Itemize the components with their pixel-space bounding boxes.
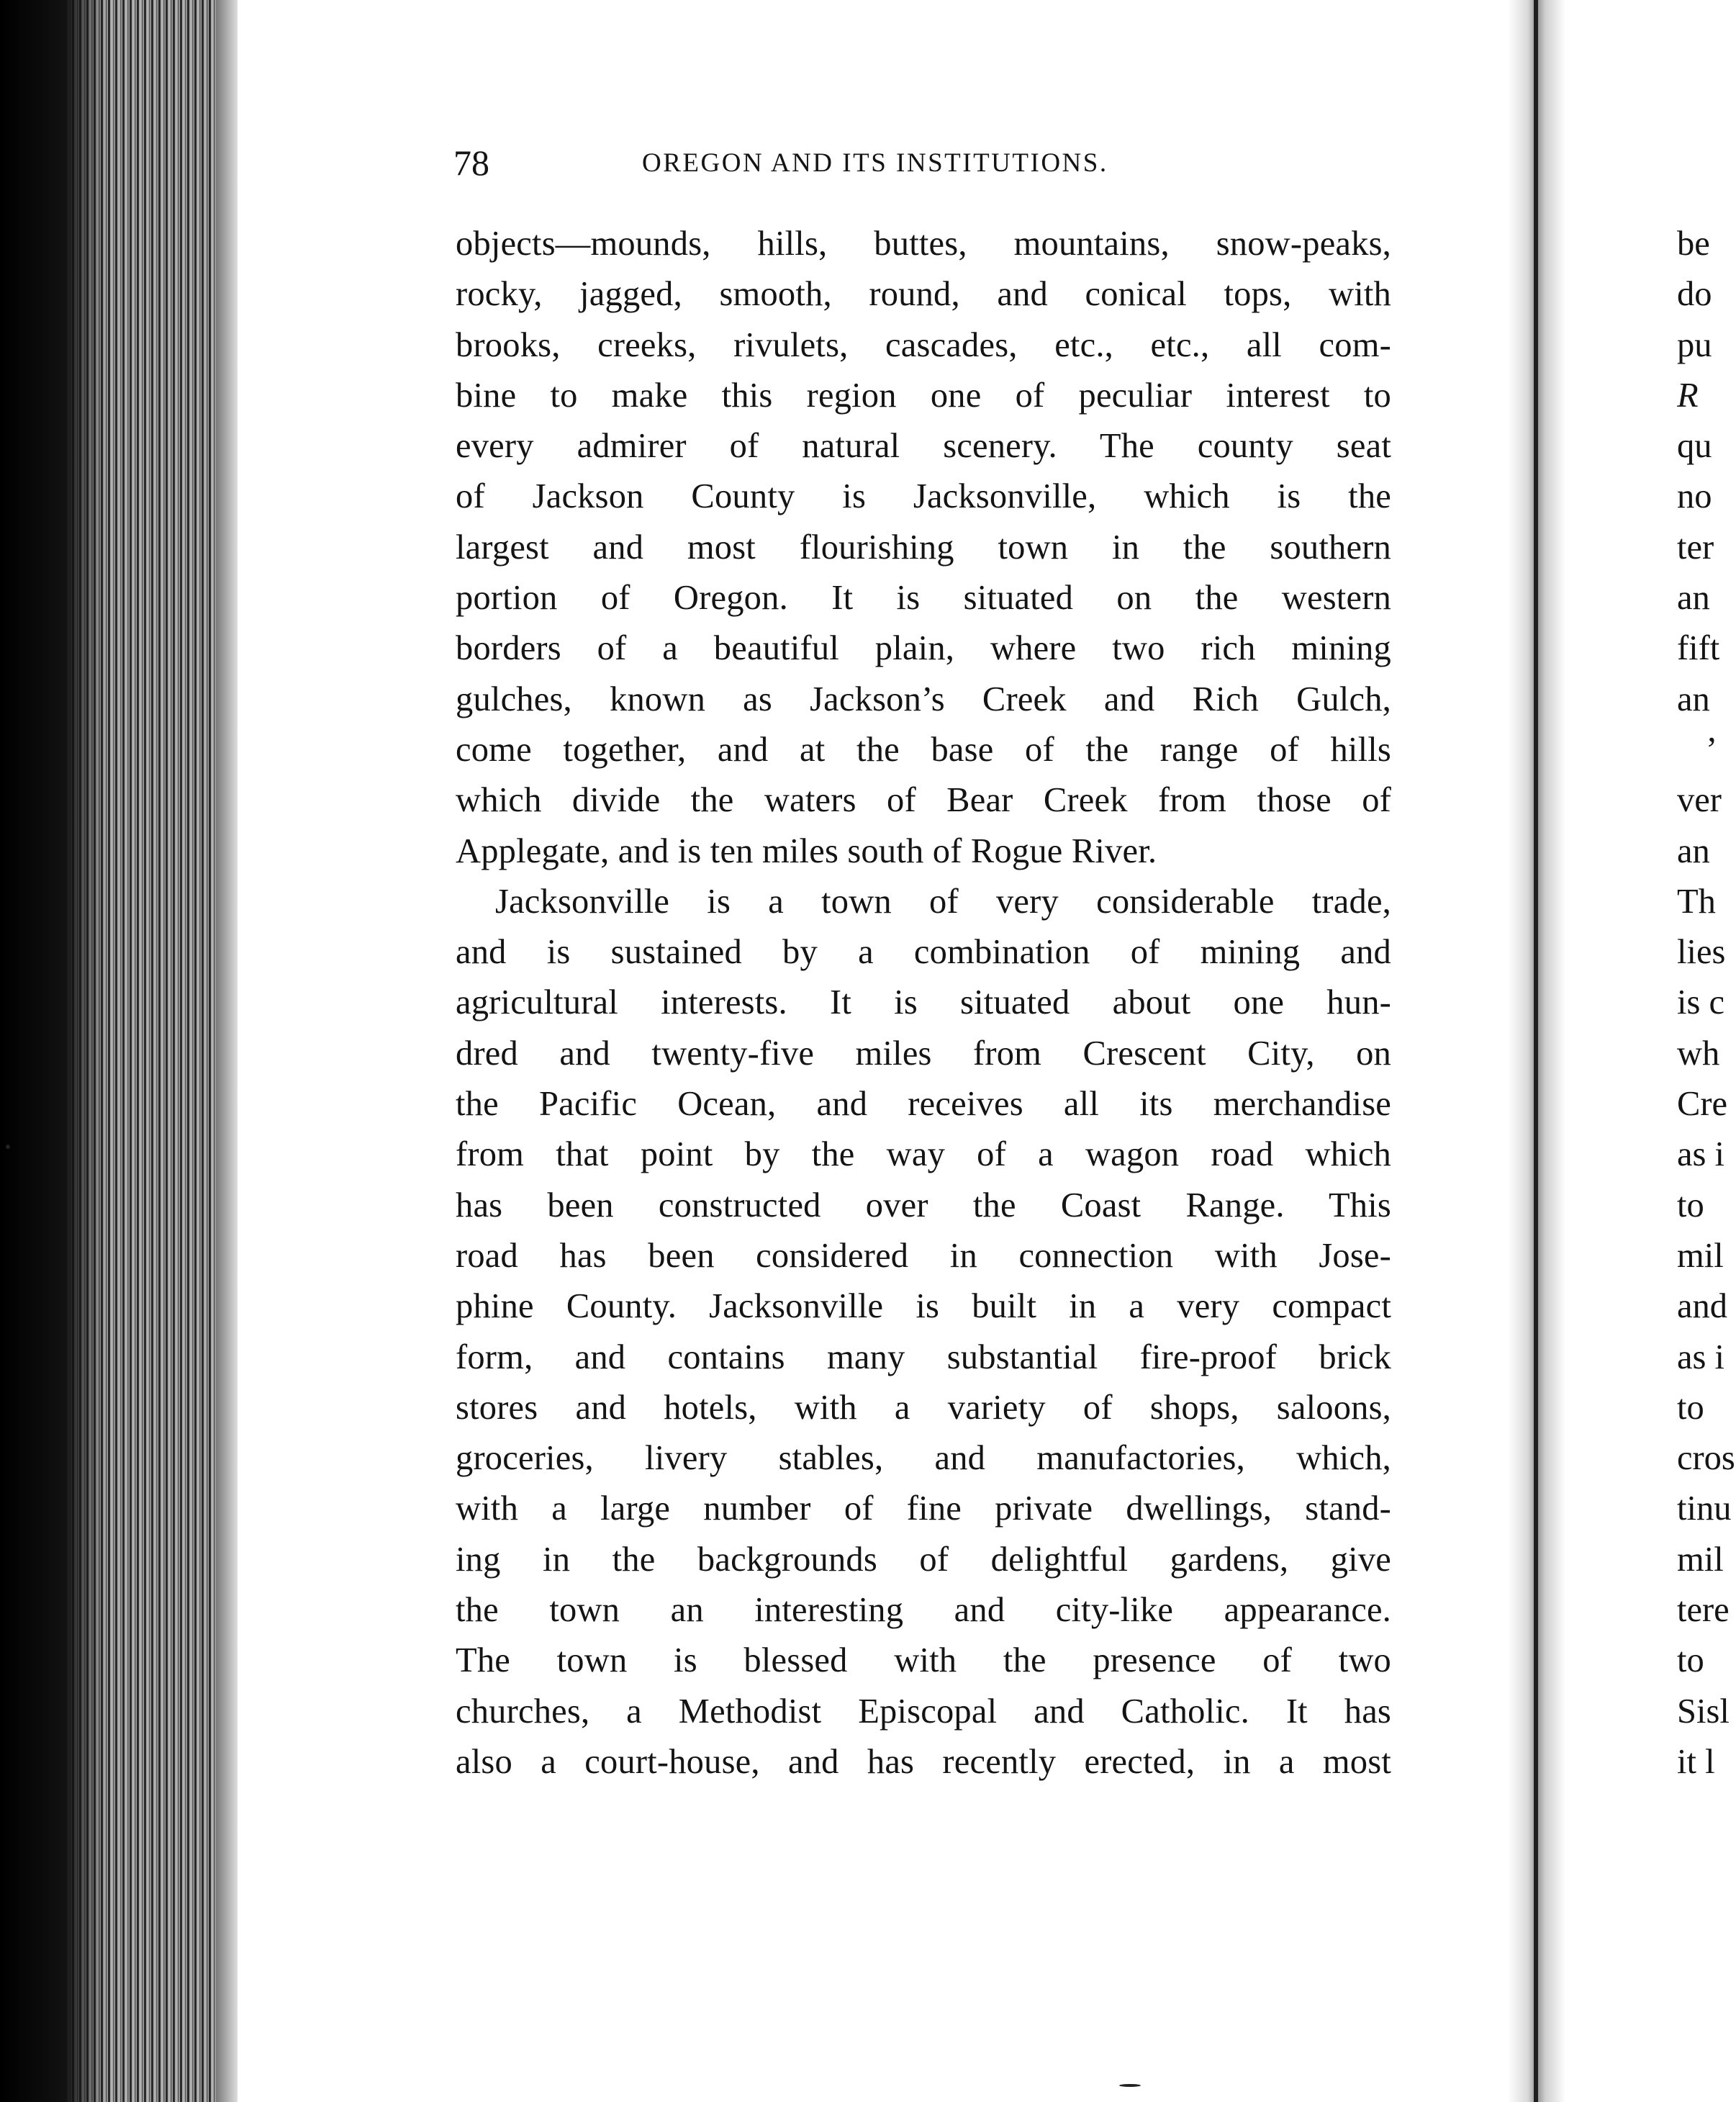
fragment-line: lies [1677, 933, 1726, 972]
fragment-line: an [1677, 831, 1710, 870]
text-line: every admirer of natural scenery. The county seat [456, 427, 1391, 466]
text-line: also a court-house, and has recently erected, in a most [456, 1742, 1391, 1781]
fragment-line: cros [1677, 1439, 1735, 1478]
fragment-line: R [1677, 376, 1699, 415]
fragment-line: be [1677, 225, 1710, 263]
fragment-line: do [1677, 275, 1712, 314]
running-title: OREGON AND ITS INSTITUTIONS. [642, 148, 1108, 178]
text-line: of Jackson County is Jacksonville, which is the [456, 477, 1391, 516]
fragment-line: it l [1677, 1742, 1715, 1781]
text-line: road has been considered in connection with Jose- [456, 1236, 1391, 1275]
body-text [456, 219, 1391, 1787]
fragment-line: fift [1677, 629, 1720, 668]
fragment-line: qu [1677, 427, 1712, 466]
text-line: churches, a Methodist Episcopal and Catholic. It has [456, 1692, 1391, 1731]
fragment-line: is c [1677, 983, 1725, 1022]
text-line: which divide the waters of Bear Creek from those of [456, 781, 1391, 820]
book-gutter [1508, 0, 1565, 2102]
fragment-line: to [1677, 1388, 1704, 1427]
text-line: the Pacific Ocean, and receives all its merchandise [456, 1085, 1391, 1124]
text-line: stores and hotels, with a variety of shops, saloons, [456, 1388, 1391, 1427]
right-page-text-fragments [1677, 219, 1736, 1787]
text-line: Jacksonville is a town of very considerable trade, [495, 882, 1391, 921]
text-line: gulches, known as Jackson’s Creek and Rich Gulch, [456, 680, 1391, 718]
text-line: agricultural interests. It is situated about one hun- [456, 983, 1391, 1022]
running-head [453, 141, 1389, 191]
fragment-line: as i [1677, 1135, 1725, 1174]
text-line: come together, and at the base of the range of hills [456, 730, 1391, 769]
fragment-line: tere [1677, 1591, 1730, 1630]
fragment-line: Th [1677, 882, 1716, 921]
text-line: dred and twenty-five miles from Crescent City, on [456, 1034, 1391, 1073]
text-line: from that point by the way of a wagon road which [456, 1135, 1391, 1174]
fragment-line: to [1677, 1641, 1704, 1680]
text-line: with a large number of fine private dwellings, stand- [456, 1489, 1391, 1528]
fragment-line: ’ [1706, 730, 1718, 769]
fragment-line: an [1677, 680, 1710, 718]
fragment-line: and [1677, 1287, 1728, 1326]
fragment-line: an [1677, 579, 1710, 618]
text-line: The town is blessed with the presence of two [456, 1641, 1391, 1680]
text-line: ing in the backgrounds of delightful gardens, give [456, 1540, 1391, 1579]
fragment-line: mil [1677, 1236, 1724, 1275]
scan-speck [1119, 2084, 1141, 2087]
text-line: and is sustained by a combination of mining and [456, 933, 1391, 972]
fragment-line: to [1677, 1186, 1704, 1224]
fragment-line: as i [1677, 1338, 1725, 1376]
fragment-line: wh [1677, 1034, 1720, 1073]
text-line: phine County. Jacksonville is built in a very compact [456, 1287, 1391, 1326]
fragment-line: ter [1677, 528, 1714, 567]
fragment-line: ver [1677, 781, 1722, 820]
text-line: brooks, creeks, rivulets, cascades, etc., etc., all com- [456, 325, 1391, 364]
text-line: groceries, livery stables, and manufactories, which, [456, 1439, 1391, 1478]
text-line: Applegate, and is ten miles south of Rogue River. [456, 831, 1157, 870]
text-line: bine to make this region one of peculiar interest to [456, 376, 1391, 415]
book-page-edges [0, 0, 230, 2102]
text-line: objects—mounds, hills, buttes, mountains, snow-peaks, [456, 225, 1391, 263]
fragment-line: tinu [1677, 1489, 1732, 1528]
text-line: largest and most flourishing town in the southern [456, 528, 1391, 567]
fragment-line: pu [1677, 325, 1712, 364]
text-line: the town an interesting and city-like appearance. [456, 1591, 1391, 1630]
text-line: portion of Oregon. It is situated on the western [456, 579, 1391, 618]
fragment-line: mil [1677, 1540, 1724, 1579]
fragment-line: Sisl [1677, 1692, 1730, 1731]
text-line: has been constructed over the Coast Range. This [456, 1186, 1391, 1224]
page-number: 78 [453, 143, 489, 183]
text-line: form, and contains many substantial fire-proof brick [456, 1338, 1391, 1376]
fragment-line: no [1677, 477, 1712, 516]
fragment-line: Cre [1677, 1085, 1728, 1124]
scan-speck [6, 1145, 10, 1149]
text-line: rocky, jagged, smooth, round, and conical tops, with [456, 275, 1391, 314]
text-line: borders of a beautiful plain, where two rich mining [456, 629, 1391, 668]
